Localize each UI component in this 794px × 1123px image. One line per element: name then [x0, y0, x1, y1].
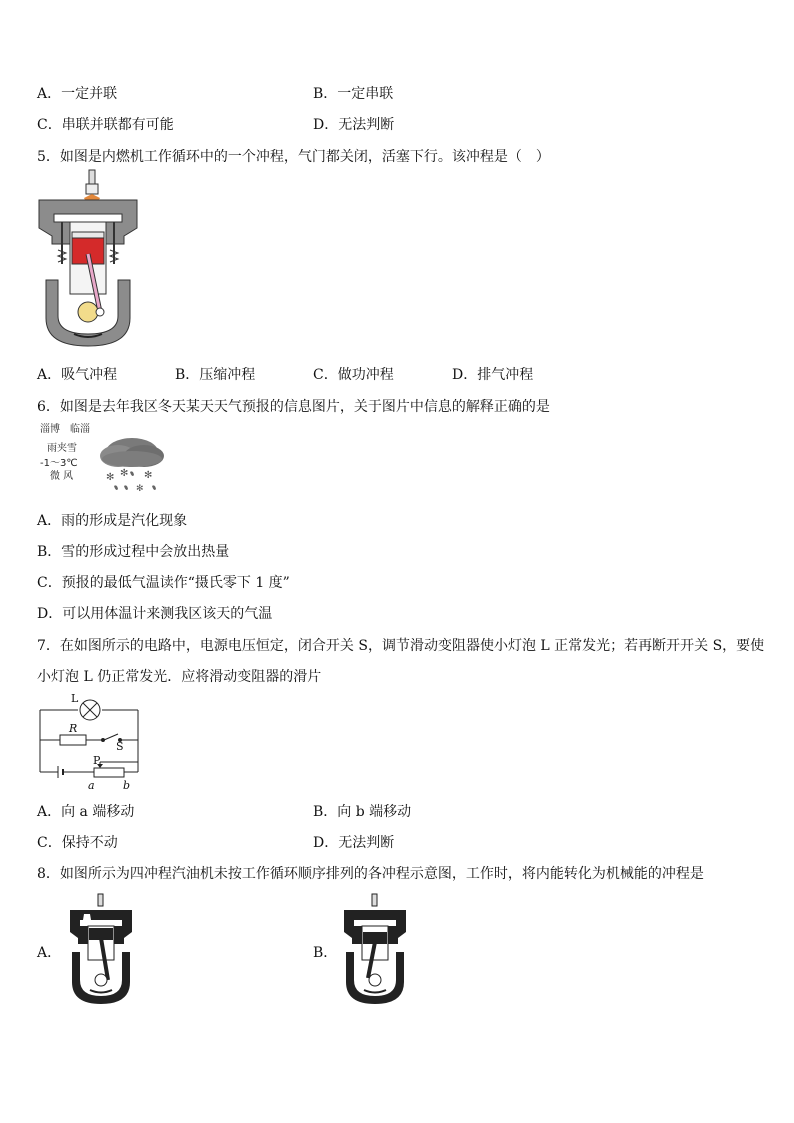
label-slider-p: P	[93, 754, 101, 767]
q5-option-b: B．压缩冲程	[175, 367, 256, 383]
label-end-a: a	[88, 779, 95, 792]
q6-option-c: C．预报的最低气温读作“摄氏零下 1 度”	[37, 575, 290, 591]
q4-option-a: A．一定并联	[37, 86, 118, 102]
label-end-b: b	[123, 779, 131, 792]
q7-text-line1: 7．在如图所示的电路中，电源电压恒定，闭合开关 S，调节滑动变阻器使小灯泡 L 正常发光；若再断开开关 S，要使	[37, 638, 765, 654]
weather-wind: 微 风	[50, 471, 74, 482]
engine-diagram-q8-b	[342, 892, 408, 1006]
q4-option-b: B．一定串联	[313, 86, 394, 102]
q7-text-line2: 小灯泡 L 仍正常发光．应将滑动变阻器的滑片	[37, 669, 322, 685]
q5-option-c: C．做功冲程	[313, 367, 394, 383]
q5-option-d: D．排气冲程	[452, 367, 534, 383]
q8-text: 8．如图所示为四冲程汽油机未按工作循环顺序排列的各冲程示意图，工作时，将内能转化为机械能的冲程是	[37, 866, 704, 882]
q4-option-d: D．无法判断	[313, 117, 395, 133]
q7-option-d: D．无法判断	[313, 835, 395, 851]
q5-text: 5．如图是内燃机工作循环中的一个冲程，气门都关闭，活塞下行。该冲程是（ ）	[37, 149, 550, 165]
engine-diagram-q8-a	[68, 892, 134, 1006]
q8-option-b: B．	[313, 945, 338, 961]
q6-option-d: D．可以用体温计来测我区该天的气温	[37, 606, 273, 622]
q7-option-b: B．向 b 端移动	[313, 804, 412, 820]
sleet-cloud-icon	[96, 434, 168, 496]
q6-option-a: A．雨的形成是汽化现象	[37, 513, 188, 529]
label-lamp-l: L	[71, 692, 79, 705]
svg-text:✻: ✻	[136, 484, 144, 494]
q7-option-c: C．保持不动	[37, 835, 118, 851]
svg-text:✻: ✻	[120, 468, 129, 479]
weather-condition: 雨夹雪	[47, 443, 77, 454]
label-switch-s: S	[116, 740, 124, 753]
q8-option-a: A．	[37, 945, 62, 961]
svg-text:✻: ✻	[106, 472, 115, 483]
q6-text: 6．如图是去年我区冬天某天天气预报的信息图片，关于图片中信息的解释正确的是	[37, 399, 550, 415]
label-resistor-r: R	[69, 722, 78, 735]
q7-option-a: A．向 a 端移动	[37, 804, 135, 820]
q4-option-c: C．串联并联都有可能	[37, 117, 174, 133]
weather-temperature: -1～3℃	[40, 458, 78, 469]
svg-text:✻: ✻	[144, 470, 153, 481]
engine-diagram-q5	[36, 168, 140, 354]
weather-location: 淄博 临淄	[40, 424, 90, 435]
q6-option-b: B．雪的形成过程中会放出热量	[37, 544, 230, 560]
q5-option-a: A．吸气冲程	[37, 367, 118, 383]
